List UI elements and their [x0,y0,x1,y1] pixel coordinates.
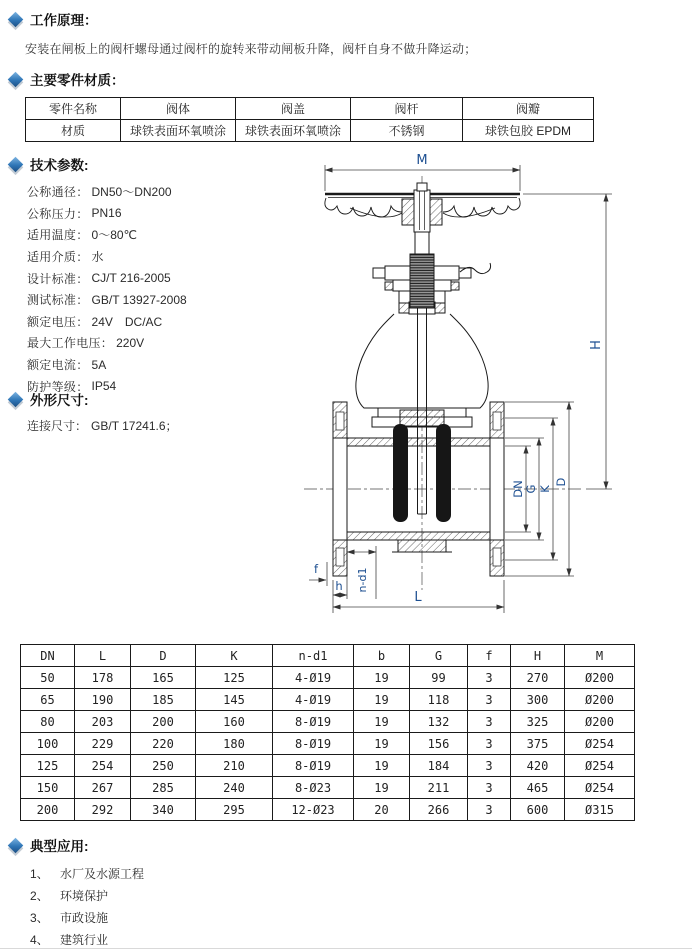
diamond-bullet-icon [8,11,24,27]
param-label: 公称压力： [27,206,89,221]
param-label: 适用温度： [27,228,89,243]
section-title: 工作原理： [30,13,98,28]
dims-cell: 200 [131,711,196,733]
dims-cell: 180 [196,733,273,755]
dims-col-header: D [131,645,196,667]
dims-cell: 267 [75,777,131,799]
materials-table [25,97,594,142]
param-line [27,267,283,289]
list-item [30,862,408,884]
list-item [30,906,408,928]
dims-cell: 465 [511,777,565,799]
param-label: 额定电流： [27,358,89,373]
dims-cell: 185 [131,689,196,711]
dims-cell: 229 [75,733,131,755]
materials-header-cell: 阀瓣 [463,98,594,120]
dim-label-L: L [414,590,422,605]
dims-cell: 125 [196,667,273,689]
bottom-boss [398,540,446,552]
working-principle-text: 安装在闸板上的阀杆螺母通过阀杆的旋转来带动闸板升降，阀杆自身不做升降运动； [25,42,477,56]
materials-value-row [26,120,594,142]
threaded-stem [410,254,434,308]
dims-col-header: H [511,645,565,667]
param-line [27,246,283,268]
working-principle-heading [8,9,678,29]
list-item [30,884,408,906]
param-value: GB/T 13927-2008 [91,292,187,307]
dims-cell: 210 [196,755,273,777]
param-value: 0～80℃ [91,228,138,243]
param-line [27,311,283,333]
section-applications [8,835,408,950]
dimensions-table [20,644,635,821]
dims-cell: 184 [410,755,468,777]
bolt-hole [336,548,344,566]
pipe-wall-bottom [347,532,490,540]
dim-label-f: f [313,562,319,576]
applications-list [30,862,408,950]
dims-col-header: L [75,645,131,667]
dim-label-G: G [524,484,538,494]
dims-col-header: n-d1 [273,645,354,667]
dims-col-header: M [565,645,635,667]
handwheel [325,183,520,232]
dims-cell: 99 [410,667,468,689]
param-label: 设计标准： [27,271,89,286]
materials-header-cell: 阀盖 [236,98,351,120]
materials-header-cell: 阀体 [121,98,236,120]
bolt-hole [336,412,344,430]
dims-cell: 3 [468,711,511,733]
list-item-number: 3、 [30,910,49,925]
diamond-bullet-icon [8,837,24,853]
dims-cell: 160 [196,711,273,733]
dims-cell: 200 [21,799,75,821]
param-label: 额定电压： [27,314,89,329]
connection-size-note [27,417,283,434]
gland-right [435,303,445,313]
valve-drawing-svg [290,150,692,642]
dims-cell: 8-Ø19 [273,711,354,733]
dims-cell: 3 [468,733,511,755]
dims-cell: 8-Ø19 [273,733,354,755]
dims-cell: 250 [131,755,196,777]
param-value: PN16 [91,206,122,221]
list-item-text: 建筑行业 [60,932,109,947]
materials-cell: 球铁包胶 EPDM [463,120,594,142]
dims-cell: 19 [354,733,410,755]
handwheel-rim-right [443,198,520,217]
dims-cell: 100 [21,733,75,755]
dims-cell: 211 [410,777,468,799]
param-value: 水 [91,250,104,265]
materials-cell: 球铁表面环氧喷涂 [121,120,236,142]
dims-col-header: b [354,645,410,667]
list-item-text: 市政设施 [60,910,109,925]
param-label: 测试标准： [27,293,89,308]
bolt-hole [493,548,501,566]
dims-cell: 19 [354,689,410,711]
table-row [21,667,635,689]
list-item-number: 1、 [30,866,49,881]
param-line [27,354,283,376]
dims-cell: 266 [410,799,468,821]
dims-cell: 19 [354,667,410,689]
dims-cell: 190 [75,689,131,711]
param-value: 24V DC/AC [91,314,163,329]
table-row [21,777,635,799]
dim-label-K: K [538,485,552,493]
dims-cell: 325 [511,711,565,733]
section-outline-dimensions [8,389,283,434]
dims-cell: 145 [196,689,273,711]
dim-label-H: H [589,340,604,350]
dims-col-header: DN [21,645,75,667]
dims-cell: 220 [131,733,196,755]
param-line [27,332,283,354]
dim-label-D: D [554,477,568,487]
note-label: 连接尺寸： [27,419,88,433]
right-flange [490,402,504,576]
dims-cell: 20 [354,799,410,821]
section-title: 外形尺寸: [30,393,89,408]
section-working-principle [8,9,678,57]
dims-cell: Ø200 [565,689,635,711]
table-row [21,733,635,755]
dims-cell: 285 [131,777,196,799]
materials-cell: 球铁表面环氧喷涂 [236,120,351,142]
dims-cell: 254 [75,755,131,777]
list-item-text: 水厂及水源工程 [60,866,145,881]
dim-label-n-d1: n-d1 [356,567,369,593]
dims-cell: 4-Ø19 [273,667,354,689]
dims-cell: 292 [75,799,131,821]
dims-cell: 295 [196,799,273,821]
dims-cell: 19 [354,755,410,777]
dims-cell: 4-Ø19 [273,689,354,711]
dim-label-h: h [335,579,343,593]
dims-cell: Ø254 [565,755,635,777]
dims-cell: 125 [21,755,75,777]
param-value: IP54 [91,379,117,394]
dims-col-header: f [468,645,511,667]
param-line [27,289,283,311]
stem-nut [417,183,427,191]
note-value: GB/T 17241.6； [91,419,178,433]
dims-cell: 3 [468,667,511,689]
dims-cell: 118 [410,689,468,711]
dims-cell: Ø200 [565,667,635,689]
bonnet [356,314,488,427]
dims-cell: 65 [21,689,75,711]
dims-cell: 150 [21,777,75,799]
dims-cell: 340 [131,799,196,821]
tech-params-heading [8,154,283,174]
applications-heading [8,835,408,855]
table-row [21,689,635,711]
tech-params-list [27,181,283,397]
section-materials [8,69,678,142]
dims-cell: 132 [410,711,468,733]
list-item-text: 环境保护 [60,888,109,903]
dims-cell: Ø254 [565,777,635,799]
materials-header-row [26,98,594,120]
outline-dimensions-heading [8,389,283,409]
page-bottom-edge [0,948,692,949]
param-line [27,181,283,203]
dim-label-M: M [416,153,428,168]
wedge-nut [400,410,444,426]
bolt-hole [493,412,501,430]
list-item-number: 4、 [30,932,49,947]
dims-cell: 375 [511,733,565,755]
dims-cell: 165 [131,667,196,689]
dims-cell: 3 [468,799,511,821]
list-item [30,928,408,950]
materials-header-cell: 阀杆 [351,98,463,120]
param-value: DN50～DN200 [91,185,172,200]
section-title: 主要零件材质： [30,73,125,88]
param-value: 220V [116,335,145,350]
list-item-number: 2、 [30,888,49,903]
dims-cell: Ø254 [565,733,635,755]
materials-header-cell: 零件名称 [26,98,121,120]
dims-cell: 12-Ø23 [273,799,354,821]
dims-col-header: K [196,645,273,667]
handwheel-rim-left [325,198,402,217]
gland-left [399,303,409,313]
dims-cell: 8-Ø19 [273,755,354,777]
param-label: 防护等级： [27,379,89,394]
param-line [27,203,283,225]
dims-cell: Ø200 [565,711,635,733]
dims-cell: 420 [511,755,565,777]
materials-heading [8,69,678,89]
dims-cell: 3 [468,755,511,777]
dims-cell: 8-Ø23 [273,777,354,799]
materials-cell: 不锈钢 [351,120,463,142]
dims-cell: 19 [354,777,410,799]
dims-cell: 3 [468,689,511,711]
dims-col-header: G [410,645,468,667]
param-value: CJ/T 216-2005 [91,271,171,286]
dims-cell: Ø315 [565,799,635,821]
diamond-bullet-icon [8,156,24,172]
dims-cell: 600 [511,799,565,821]
param-label: 适用介质： [27,250,89,265]
table-row [21,755,635,777]
dim-label-DN: DN [511,480,525,498]
diamond-bullet-icon [8,391,24,407]
pipe-wall-top [347,438,490,446]
materials-row-label: 材质 [26,120,121,142]
table-row [21,711,635,733]
dims-table-head-row [21,645,635,667]
section-tech-params [8,154,283,397]
dims-cell: 203 [75,711,131,733]
dims-cell: 270 [511,667,565,689]
dims-cell: 3 [468,777,511,799]
dims-cell: 178 [75,667,131,689]
param-label: 最大工作电压： [27,336,114,351]
dims-cell: 156 [410,733,468,755]
param-label: 公称通径： [27,185,89,200]
section-title: 技术参数: [30,158,89,173]
dims-table-body [21,667,635,821]
dims-cell: 50 [21,667,75,689]
left-flange [333,402,347,576]
dims-cell: 240 [196,777,273,799]
param-value: 5A [91,357,107,372]
gate-valve-section-drawing [290,150,692,642]
diamond-bullet-icon [8,71,24,87]
param-line [27,224,283,246]
dims-cell: 19 [354,711,410,733]
dims-cell: 300 [511,689,565,711]
table-row [21,799,635,821]
section-title: 典型应用: [30,839,89,854]
dims-cell: 80 [21,711,75,733]
